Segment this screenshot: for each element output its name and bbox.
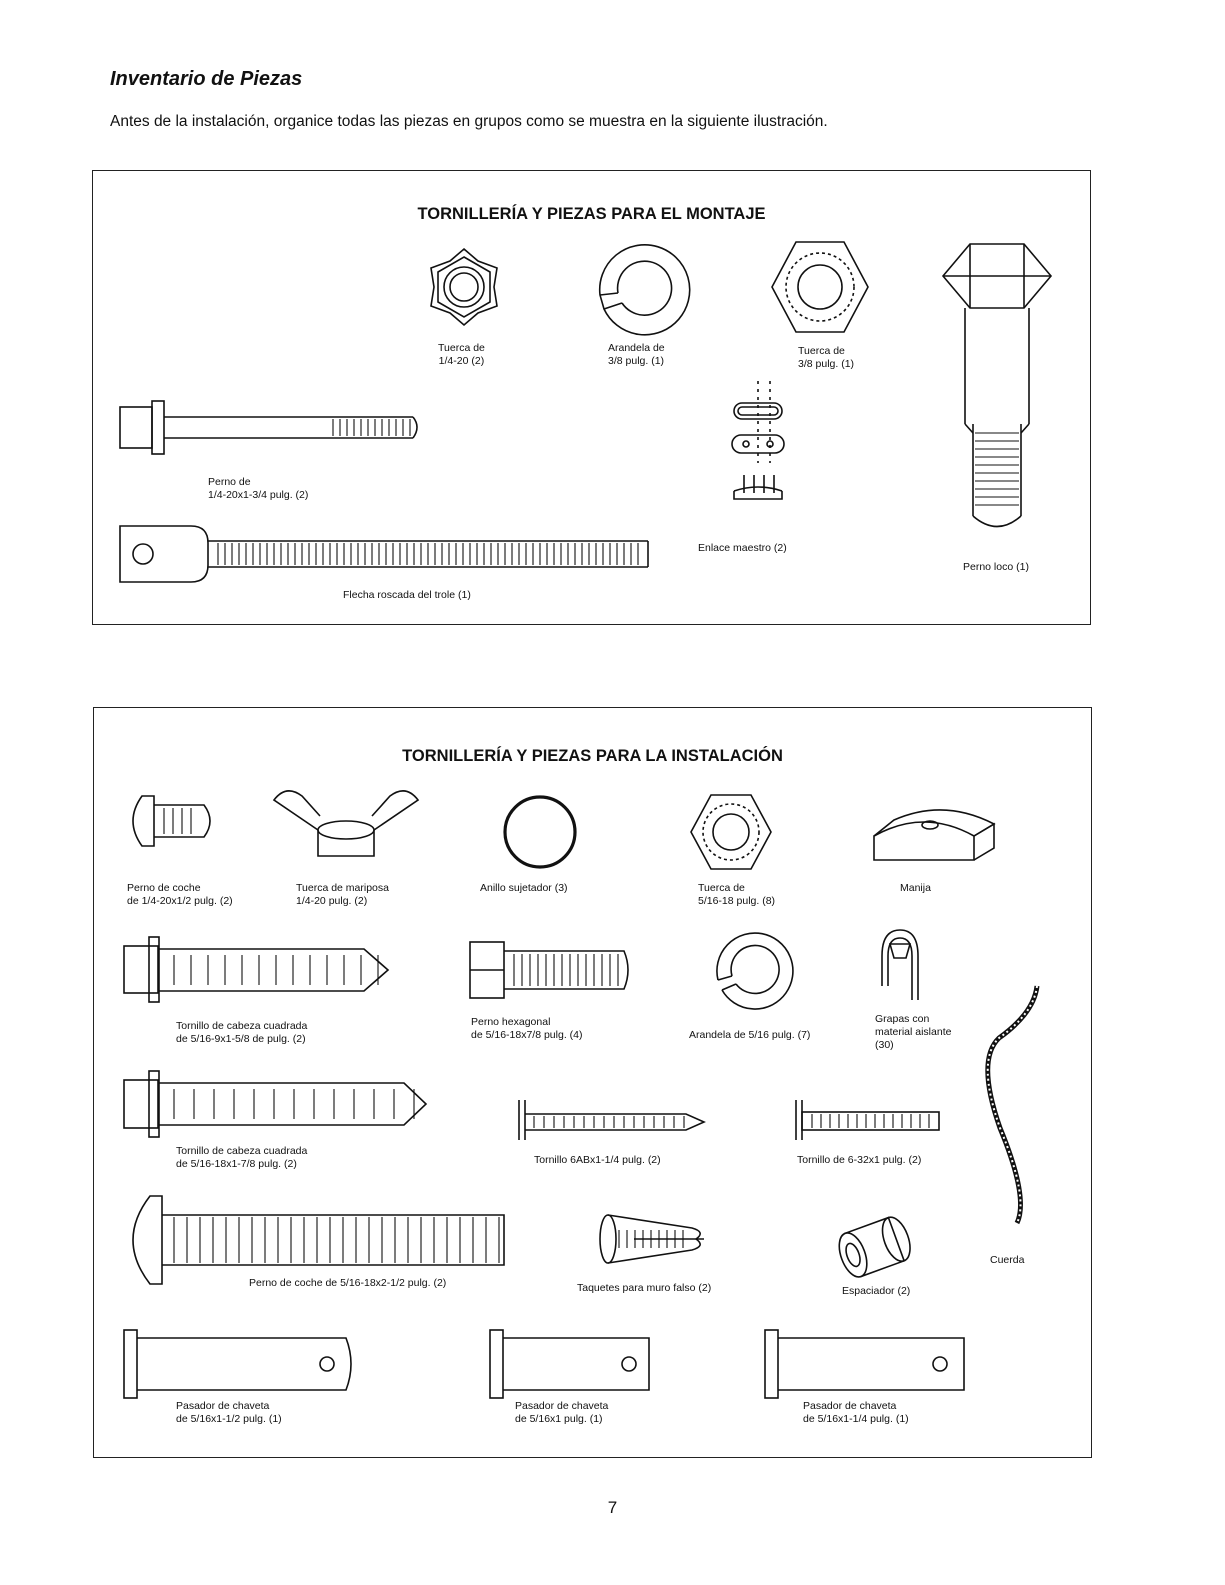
washer-5-16-drawing: [717, 933, 793, 1009]
screw-6ab-drawing: [519, 1100, 704, 1140]
page-number: 7: [607, 1498, 618, 1517]
mounting-hardware-illustration: [93, 171, 1092, 626]
insulated-staples-drawing: [882, 930, 918, 1000]
lag-screw-1-drawing: [124, 937, 388, 1002]
idler-bolt-drawing: [943, 244, 1051, 527]
label-lag-screw-2: Tornillo de cabeza cuadrada de 5/16-18x1-7/8 pulg. (2): [176, 1145, 308, 1170]
label-washer-5-16: Arandela de 5/16 pulg. (7): [689, 1029, 811, 1041]
master-link-drawing: [732, 381, 784, 499]
label-wing-nut: Tuerca de mariposa 1/4-20 pulg. (2): [296, 882, 389, 907]
label-screw-6ab: Tornillo 6ABx1-1/4 pulg. (2): [534, 1154, 661, 1166]
label-nut-quarter: Tuerca de 1/4-20 (2): [438, 342, 485, 367]
label-rope: Cuerda: [990, 1254, 1025, 1266]
drywall-anchors-drawing: [600, 1215, 704, 1263]
clevis-pin-1-drawing: [124, 1330, 351, 1398]
label-carriage-bolt-small: Perno de coche de 1/4-20x1/2 pulg. (2): [127, 882, 233, 907]
clevis-pin-3-drawing: [765, 1330, 964, 1398]
clevis-pin-2-drawing: [490, 1330, 649, 1398]
nut-quarter-drawing: [431, 249, 497, 325]
label-clevis-pin-1: Pasador de chaveta de 5/16x1-1/2 pulg. (1): [176, 1400, 282, 1425]
label-idler-bolt: Perno loco (1): [963, 561, 1029, 573]
label-lag-screw-1: Tornillo de cabeza cuadrada de 5/16-9x1-5/8 de pulg. (2): [176, 1020, 308, 1045]
thread-marks: [218, 419, 1019, 565]
label-lock-washer: Arandela de 3/8 pulg. (1): [608, 342, 665, 367]
label-clevis-pin-2: Pasador de chaveta de 5/16x1 pulg. (1): [515, 1400, 609, 1425]
label-nut-3-8: Tuerca de 3/8 pulg. (1): [798, 345, 855, 370]
lock-washer-drawing: [600, 245, 690, 335]
carriage-bolt-long-drawing: [133, 1196, 504, 1284]
ring-fastener-drawing: [505, 797, 575, 867]
wing-nut-drawing: [274, 791, 418, 856]
page-title: Inventario de Piezas: [110, 68, 303, 90]
label-nut-5-16: Tuerca de 5/16-18 pulg. (8): [698, 882, 776, 907]
label-bolt: Perno de 1/4-20x1-3/4 pulg. (2): [208, 476, 309, 501]
label-clevis-pin-3: Pasador de chaveta de 5/16x1-1/4 pulg. (1): [803, 1400, 909, 1425]
label-handle: Manija: [900, 882, 931, 894]
label-insulated-staples: Grapas con material aislante (30): [875, 1013, 952, 1051]
rope-drawing: [988, 986, 1037, 1223]
label-screw-6-32: Tornillo de 6-32x1 pulg. (2): [797, 1154, 922, 1166]
screw-6-32-drawing: [796, 1100, 939, 1140]
label-drywall-anchors: Taquetes para muro falso (2): [577, 1282, 712, 1294]
label-carriage-bolt-long: Perno de coche de 5/16-18x2-1/2 pulg. (2): [249, 1277, 447, 1289]
label-spacer: Espaciador (2): [842, 1285, 911, 1297]
nut-3-8-drawing: [772, 242, 868, 332]
lag-screw-2-drawing: [124, 1071, 426, 1137]
label-master-link: Enlace maestro (2): [698, 542, 787, 554]
spacer-drawing: [834, 1213, 916, 1280]
intro-text: Antes de la instalación, organice todas las piezas en grupos como se muestra en la siguiente ilustración.: [110, 113, 828, 130]
nut-5-16-drawing: [691, 795, 771, 869]
label-threaded-shaft: Flecha roscada del trole (1): [343, 589, 471, 601]
installation-hardware-illustration: [94, 708, 1093, 1459]
panel-heading: TORNILLERÍA Y PIEZAS PARA LA INSTALACIÓN: [402, 747, 783, 765]
label-ring-fastener: Anillo sujetador (3): [480, 882, 568, 894]
installation-hardware-panel: [93, 707, 1092, 1458]
bolt-drawing: [120, 401, 417, 454]
panel-heading: TORNILLERÍA Y PIEZAS PARA EL MONTAJE: [417, 205, 766, 223]
carriage-bolt-small-drawing: [133, 796, 210, 846]
label-hex-bolt: Perno hexagonal de 5/16-18x7/8 pulg. (4): [471, 1016, 583, 1041]
threaded-shaft-drawing: [120, 526, 648, 582]
hex-bolt-drawing: [470, 942, 628, 998]
mounting-hardware-panel: [92, 170, 1091, 625]
handle-drawing: [874, 810, 994, 860]
